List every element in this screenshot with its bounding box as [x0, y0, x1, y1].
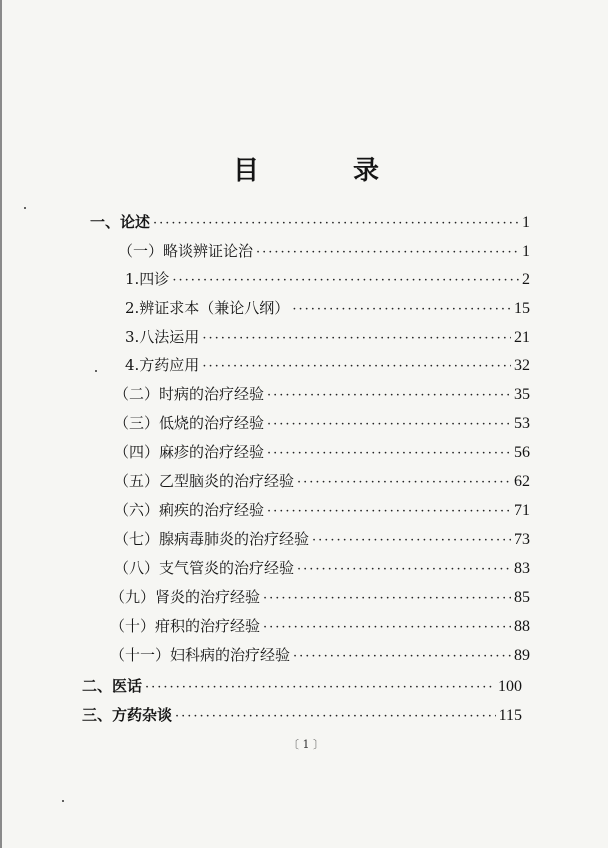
- toc-entry: [114, 470, 530, 496]
- toc-entry: [114, 412, 530, 438]
- toc-entry-label: （十一）妇科病的治疗经验: [110, 646, 291, 664]
- toc-entry-page: 83: [514, 560, 530, 577]
- toc-entry-page: 56: [514, 444, 530, 461]
- toc-entry-page: 73: [514, 531, 530, 548]
- toc-entry-label: 4.方药应用: [125, 356, 200, 374]
- toc-entry: [114, 383, 530, 409]
- toc-entry-page: 1: [522, 243, 530, 260]
- toc-entry-label: 1.四诊: [125, 270, 170, 288]
- toc-entry-label: 一、论述: [90, 213, 151, 231]
- toc-entry: [118, 240, 530, 266]
- toc-entry: [125, 326, 530, 352]
- toc-entry: [114, 528, 530, 554]
- toc-leader-dots: [267, 446, 511, 461]
- toc-leader-dots: [172, 273, 519, 288]
- toc-entry-label: 三、方药杂谈: [82, 706, 173, 724]
- toc-entry: [114, 557, 530, 583]
- toc-leader-dots: [202, 331, 511, 346]
- toc-entry: [125, 297, 530, 323]
- toc-entry-page: 21: [514, 329, 530, 346]
- toc-leader-dots: [145, 680, 495, 695]
- toc-leader-dots: [256, 245, 519, 260]
- toc-entry: [125, 354, 530, 380]
- toc-leader-dots: [267, 388, 511, 403]
- toc-entry-page: 115: [498, 707, 522, 724]
- toc-leader-dots: [297, 475, 511, 490]
- toc-leader-dots: [293, 649, 511, 664]
- toc-entry: [110, 644, 530, 670]
- page-title: 目 录: [232, 156, 413, 186]
- page-number-footer: 〔 1 〕: [288, 738, 324, 751]
- toc-leader-dots: [263, 591, 511, 606]
- toc-entry-label: （十）疳积的治疗经验: [110, 617, 261, 635]
- toc-entry-label: （三）低烧的治疗经验: [114, 414, 265, 432]
- toc-entry-page: 32: [514, 357, 530, 374]
- toc-leader-dots: [153, 216, 519, 231]
- toc-entry-label: （四）麻疹的治疗经验: [114, 443, 265, 461]
- toc-entry-page: 62: [514, 473, 530, 490]
- toc-leader-dots: [312, 533, 511, 548]
- toc-entry: [114, 441, 530, 467]
- toc-entry-page: 88: [514, 618, 530, 635]
- toc-entry-page: 1: [522, 214, 530, 231]
- toc-entry-label: 3.八法运用: [125, 328, 200, 346]
- toc-entry: [82, 704, 522, 730]
- scan-speck: [95, 370, 97, 372]
- toc-leader-dots: [292, 302, 511, 317]
- table-of-contents: [2, 0, 608, 848]
- toc-entry-label: （七）腺病毒肺炎的治疗经验: [114, 530, 310, 548]
- toc-entry-page: 53: [514, 415, 530, 432]
- toc-entry: [114, 499, 530, 525]
- toc-entry-page: 89: [514, 647, 530, 664]
- toc-leader-dots: [202, 359, 511, 374]
- toc-entry: [125, 268, 530, 294]
- toc-entry-label: （一）略谈辨证论治: [118, 242, 254, 260]
- toc-entry-label: （八）支气管炎的治疗经验: [114, 559, 295, 577]
- toc-entry: [82, 675, 522, 701]
- toc-entry-page: 85: [514, 589, 530, 606]
- toc-entry-page: 71: [514, 502, 530, 519]
- toc-leader-dots: [297, 562, 511, 577]
- toc-entry-label: （六）痢疾的治疗经验: [114, 501, 265, 519]
- toc-entry-label: 2.辨证求本（兼论八纲）: [125, 299, 290, 317]
- scan-speck: [62, 800, 64, 802]
- toc-entry-label: （五）乙型脑炎的治疗经验: [114, 472, 295, 490]
- toc-leader-dots: [175, 709, 496, 724]
- toc-entry: [110, 615, 530, 641]
- toc-entry-label: 二、医话: [82, 677, 143, 695]
- toc-entry-page: 35: [514, 386, 530, 403]
- toc-leader-dots: [263, 620, 511, 635]
- toc-entry-page: 15: [514, 300, 530, 317]
- toc-entry-label: （二）时病的治疗经验: [114, 385, 265, 403]
- scan-speck: [24, 207, 26, 209]
- toc-entry-page: 2: [522, 271, 530, 288]
- toc-leader-dots: [267, 417, 511, 432]
- toc-leader-dots: [267, 504, 511, 519]
- toc-entry-label: （九）肾炎的治疗经验: [110, 588, 261, 606]
- toc-entry: [110, 586, 530, 612]
- toc-entry-page: 100: [498, 678, 522, 695]
- toc-entry: [90, 211, 530, 237]
